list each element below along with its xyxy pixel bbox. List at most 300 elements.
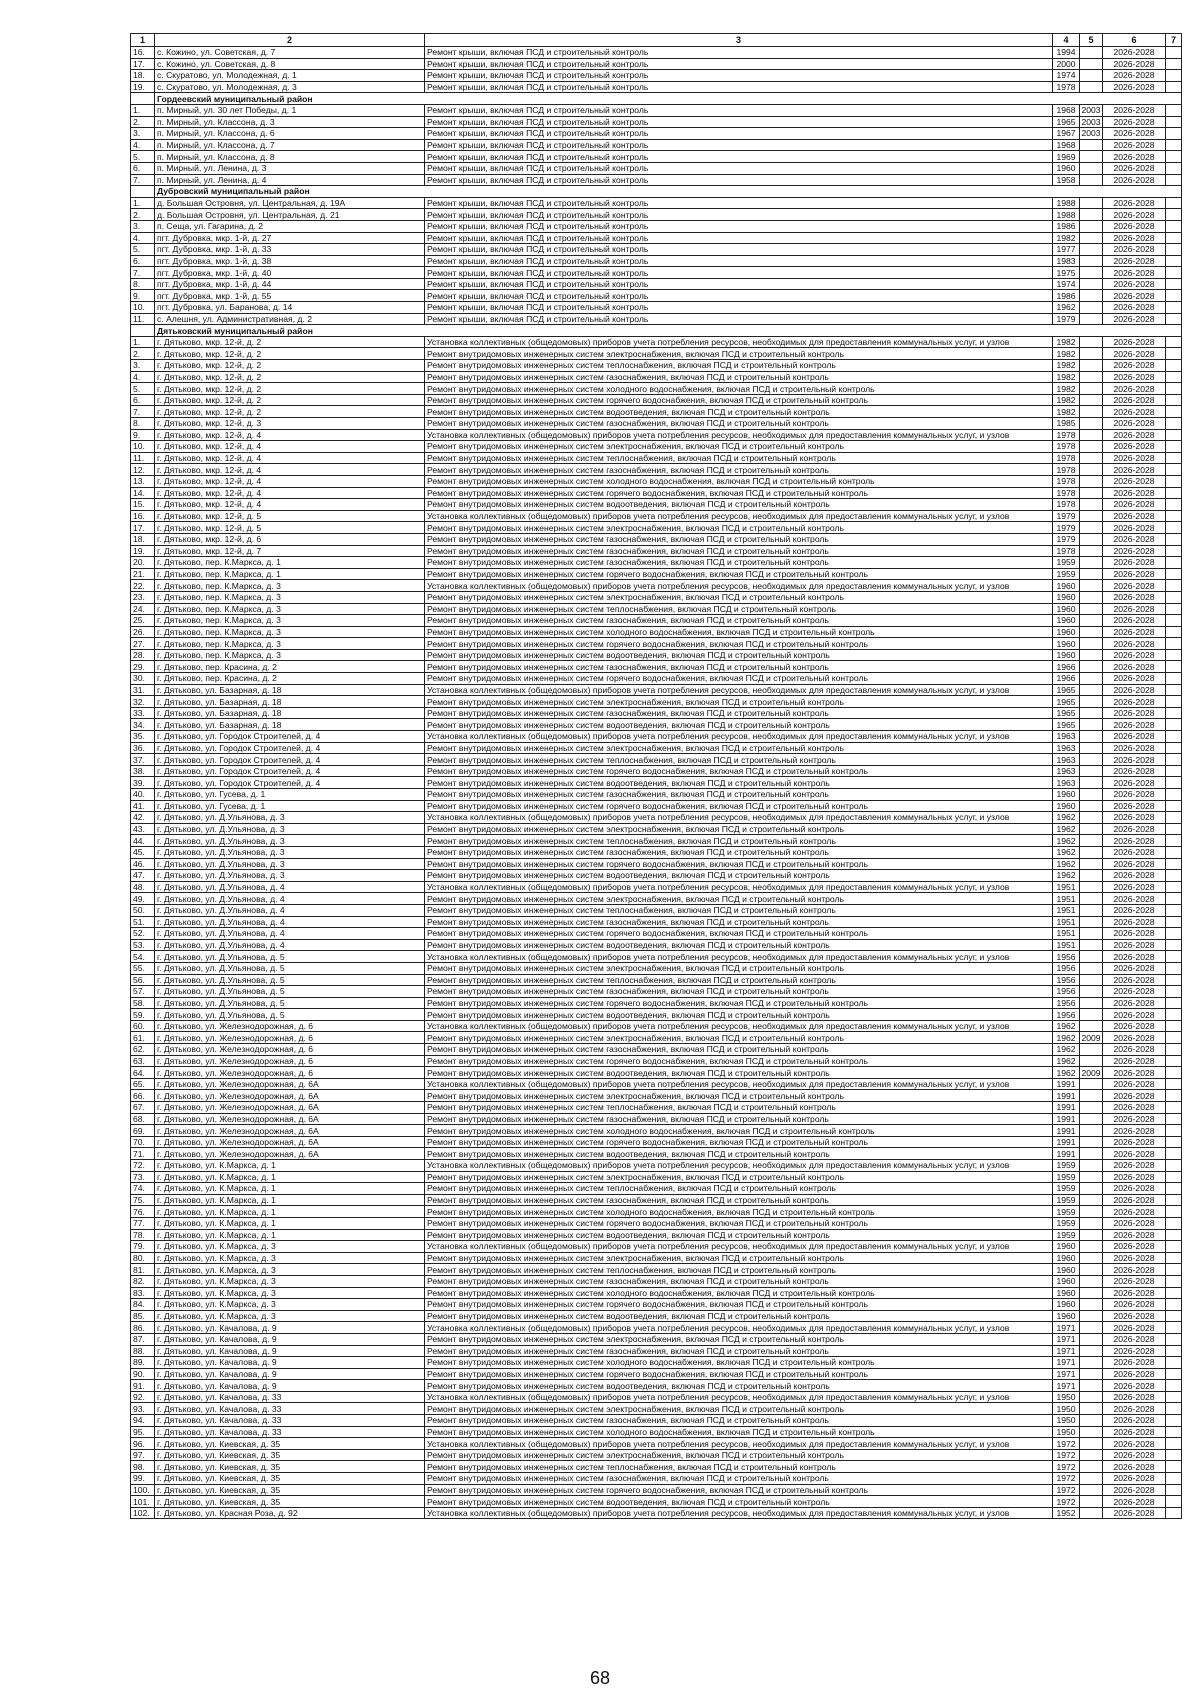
work-type-cell: Ремонт внутридомовых инженерных систем холодного водоснабжения, включая ПСД и строительный контроль <box>425 1287 1053 1299</box>
table-row <box>131 626 1182 638</box>
build-year-cell: 1991 <box>1053 1090 1080 1102</box>
work-type-cell: Ремонт внутридомовых инженерных систем газоснабжения, включая ПСД и строительный контроль <box>425 1044 1053 1056</box>
build-year-cell: 1951 <box>1053 916 1080 928</box>
extra-cell <box>1166 510 1182 522</box>
row-number-cell: 35. <box>131 731 155 743</box>
planned-period-cell: 2026-2028 <box>1103 1090 1166 1102</box>
planned-period-cell: 2026-2028 <box>1103 812 1166 824</box>
last-repair-year-cell <box>1080 1438 1103 1450</box>
build-year-cell: 1988 <box>1053 209 1080 221</box>
address-cell: г. Дятьково, ул. К.Маркса, д. 1 <box>155 1217 425 1229</box>
table-row <box>131 893 1182 905</box>
planned-period-cell: 2026-2028 <box>1103 290 1166 302</box>
planned-period-cell: 2026-2028 <box>1103 997 1166 1009</box>
build-year-cell: 1962 <box>1053 835 1080 847</box>
planned-period-cell: 2026-2028 <box>1103 220 1166 232</box>
table-row <box>131 1160 1182 1172</box>
address-cell: г. Дятьково, ул. К.Маркса, д. 3 <box>155 1241 425 1253</box>
last-repair-year-cell <box>1080 1345 1103 1357</box>
extra-cell <box>1166 835 1182 847</box>
row-number-cell: 79. <box>131 1241 155 1253</box>
work-type-cell: Ремонт внутридомовых инженерных систем газоснабжения, включая ПСД и строительный контроль <box>425 464 1053 476</box>
work-type-cell: Ремонт внутридомовых инженерных систем водоотведения, включая ПСД и строительный контроль <box>425 1009 1053 1021</box>
work-type-cell: Ремонт внутридомовых инженерных систем горячего водоснабжения, включая ПСД и строительный контроль <box>425 394 1053 406</box>
last-repair-year-cell <box>1080 962 1103 974</box>
row-number-cell: 84. <box>131 1299 155 1311</box>
last-repair-year-cell <box>1080 197 1103 209</box>
extra-cell <box>1166 336 1182 348</box>
address-cell: г. Дятьково, мкр. 12-й, д. 2 <box>155 371 425 383</box>
build-year-cell: 1986 <box>1053 290 1080 302</box>
planned-period-cell: 2026-2028 <box>1103 1438 1166 1450</box>
table-body <box>131 34 1182 1519</box>
row-number-cell: 5. <box>131 151 155 163</box>
work-type-cell: Ремонт крыши, включая ПСД и строительный контроль <box>425 313 1053 325</box>
build-year-cell: 1978 <box>1053 81 1080 93</box>
table-row <box>131 580 1182 592</box>
build-year-cell: 1962 <box>1053 1020 1080 1032</box>
work-type-cell: Ремонт внутридомовых инженерных систем водоотведения, включая ПСД и строительный контроль <box>425 1229 1053 1241</box>
build-year-cell: 1960 <box>1053 626 1080 638</box>
address-cell: г. Дятьково, ул. К.Маркса, д. 3 <box>155 1275 425 1287</box>
last-repair-year-cell <box>1080 162 1103 174</box>
build-year-cell: 1952 <box>1053 1507 1080 1519</box>
table-row <box>131 522 1182 534</box>
build-year-cell: 1972 <box>1053 1484 1080 1496</box>
extra-cell <box>1166 174 1182 186</box>
build-year-cell: 1977 <box>1053 244 1080 256</box>
last-repair-year-cell <box>1080 1009 1103 1021</box>
table-row <box>131 174 1182 186</box>
row-number-cell: 102. <box>131 1507 155 1519</box>
table-row <box>131 1333 1182 1345</box>
address-cell: г. Дятьково, пер. Красина, д. 2 <box>155 661 425 673</box>
table-row <box>131 1055 1182 1067</box>
row-number-cell: 3. <box>131 128 155 140</box>
last-repair-year-cell <box>1080 151 1103 163</box>
planned-period-cell: 2026-2028 <box>1103 1264 1166 1276</box>
work-type-cell: Ремонт крыши, включая ПСД и строительный контроль <box>425 267 1053 279</box>
row-number-cell: 32. <box>131 696 155 708</box>
extra-cell <box>1166 522 1182 534</box>
extra-cell <box>1166 1252 1182 1264</box>
table-row <box>131 673 1182 685</box>
address-cell: пгт. Дубровка, мкр. 1-й, д. 55 <box>155 290 425 302</box>
last-repair-year-cell <box>1080 557 1103 569</box>
last-repair-year-cell: 2003 <box>1081 105 1101 116</box>
table-row <box>131 1380 1182 1392</box>
row-number-cell: 73. <box>131 1171 155 1183</box>
address-cell: г. Дятьково, ул. Д.Ульянова, д. 4 <box>155 904 425 916</box>
extra-cell <box>1166 1194 1182 1206</box>
row-number-cell: 96. <box>131 1438 155 1450</box>
table-row <box>131 649 1182 661</box>
build-year-cell: 1983 <box>1053 255 1080 267</box>
build-year-cell: 1971 <box>1053 1380 1080 1392</box>
work-type-cell: Установка коллективных (общедомовых) приборов учета потребления ресурсов, необходимых для предоставления коммунальных услуг, и узлов <box>425 1020 1053 1032</box>
work-type-cell: Ремонт внутридомовых инженерных систем электроснабжения, включая ПСД и строительный контроль <box>425 1090 1053 1102</box>
extra-cell <box>1166 487 1182 499</box>
last-repair-year-cell <box>1080 731 1103 743</box>
build-year-cell: 1972 <box>1053 1449 1080 1461</box>
row-number-cell: 26. <box>131 626 155 638</box>
planned-period-cell: 2026-2028 <box>1103 1206 1166 1218</box>
section-number-cell <box>131 93 155 105</box>
work-type-cell: Ремонт внутридомовых инженерных систем газоснабжения, включая ПСД и строительный контроль <box>425 661 1053 673</box>
work-type-cell: Ремонт внутридомовых инженерных систем водоотведения, включая ПСД и строительный контроль <box>425 1496 1053 1508</box>
planned-period-cell: 2026-2028 <box>1103 1229 1166 1241</box>
build-year-cell: 1982 <box>1053 336 1080 348</box>
extra-cell <box>1166 1055 1182 1067</box>
planned-period-cell: 2026-2028 <box>1103 800 1166 812</box>
extra-cell <box>1166 1090 1182 1102</box>
table-row <box>131 545 1182 557</box>
table-row <box>131 1044 1182 1056</box>
planned-period-cell: 2026-2028 <box>1103 835 1166 847</box>
row-number-cell: 97. <box>131 1449 155 1461</box>
planned-period-cell: 2026-2028 <box>1103 1473 1166 1485</box>
address-cell: г. Дятьково, ул. Д.Ульянова, д. 5 <box>155 997 425 1009</box>
planned-period-cell: 2026-2028 <box>1103 580 1166 592</box>
build-year-cell: 1960 <box>1053 1241 1080 1253</box>
row-number-cell: 78. <box>131 1229 155 1241</box>
build-year-cell: 1971 <box>1053 1368 1080 1380</box>
work-type-cell: Ремонт внутридомовых инженерных систем водоотведения, включая ПСД и строительный контроль <box>425 406 1053 418</box>
extra-cell <box>1166 1415 1182 1427</box>
last-repair-year-cell <box>1080 1391 1103 1403</box>
address-cell: г. Дятьково, ул. Д.Ульянова, д. 4 <box>155 928 425 940</box>
extra-cell <box>1166 360 1182 372</box>
build-year-cell: 1956 <box>1053 974 1080 986</box>
build-year-cell: 1968 <box>1053 139 1080 151</box>
work-type-cell: Ремонт крыши, включая ПСД и строительный контроль <box>425 151 1053 163</box>
row-number-cell: 12. <box>131 464 155 476</box>
row-number-cell: 92. <box>131 1391 155 1403</box>
address-cell: г. Дятьково, ул. Д.Ульянова, д. 5 <box>155 1009 425 1021</box>
build-year-cell: 1950 <box>1053 1391 1080 1403</box>
extra-cell <box>1166 1449 1182 1461</box>
last-repair-year-cell <box>1080 1206 1103 1218</box>
extra-cell <box>1166 1113 1182 1125</box>
extra-cell <box>1166 47 1182 59</box>
work-type-cell: Ремонт внутридомовых инженерных систем водоотведения, включая ПСД и строительный контроль <box>425 649 1053 661</box>
build-year-cell: 1951 <box>1053 904 1080 916</box>
row-number-cell: 25. <box>131 615 155 627</box>
table-row <box>131 1264 1182 1276</box>
row-number-cell: 3. <box>131 220 155 232</box>
address-cell: г. Дятьково, мкр. 12-й, д. 4 <box>155 464 425 476</box>
planned-period-cell: 2026-2028 <box>1103 673 1166 685</box>
row-number-cell: 1. <box>131 197 155 209</box>
last-repair-year-cell <box>1080 290 1103 302</box>
district-name: Дятьковский муниципальный район <box>155 325 1182 337</box>
row-number-cell: 39. <box>131 777 155 789</box>
work-type-cell: Ремонт внутридомовых инженерных систем теплоснабжения, включая ПСД и строительный контроль <box>425 360 1053 372</box>
row-number-cell: 21. <box>131 568 155 580</box>
address-cell: г. Дятьково, ул. Базарная, д. 18 <box>155 696 425 708</box>
column-header: 7 <box>1166 34 1182 47</box>
column-header: 3 <box>425 34 1053 47</box>
build-year-cell: 1962 <box>1053 823 1080 835</box>
extra-cell <box>1166 1484 1182 1496</box>
planned-period-cell: 2026-2028 <box>1103 1403 1166 1415</box>
table-row <box>131 116 1182 128</box>
work-type-cell: Ремонт внутридомовых инженерных систем газоснабжения, включая ПСД и строительный контроль <box>425 418 1053 430</box>
address-cell: г. Дятьково, пер. К.Маркса, д. 3 <box>155 615 425 627</box>
row-number-cell: 4. <box>131 371 155 383</box>
extra-cell <box>1166 220 1182 232</box>
extra-cell <box>1166 812 1182 824</box>
build-year-cell: 1972 <box>1053 1473 1080 1485</box>
build-year-cell: 1951 <box>1053 939 1080 951</box>
extra-cell <box>1166 1299 1182 1311</box>
planned-period-cell: 2026-2028 <box>1103 1496 1166 1508</box>
last-repair-year-cell <box>1080 81 1103 93</box>
work-type-cell: Ремонт внутридомовых инженерных систем электроснабжения, включая ПСД и строительный контроль <box>425 823 1053 835</box>
row-number-cell: 37. <box>131 754 155 766</box>
extra-cell <box>1166 696 1182 708</box>
planned-period-cell: 2026-2028 <box>1103 603 1166 615</box>
extra-cell <box>1166 452 1182 464</box>
planned-period-cell: 2026-2028 <box>1103 1171 1166 1183</box>
work-type-cell: Установка коллективных (общедомовых) приборов учета потребления ресурсов, необходимых для предоставления коммунальных услуг, и узлов <box>425 881 1053 893</box>
extra-cell <box>1166 116 1182 128</box>
row-number-cell: 71. <box>131 1148 155 1160</box>
work-type-cell: Ремонт внутридомовых инженерных систем теплоснабжения, включая ПСД и строительный контроль <box>425 1102 1053 1114</box>
planned-period-cell: 2026-2028 <box>1103 951 1166 963</box>
table-row <box>131 128 1182 140</box>
work-type-cell: Ремонт внутридомовых инженерных систем электроснабжения, включая ПСД и строительный контроль <box>425 1032 1053 1044</box>
row-number-cell: 51. <box>131 916 155 928</box>
last-repair-year-cell <box>1080 383 1103 395</box>
row-number-cell: 49. <box>131 893 155 905</box>
table-row <box>131 58 1182 70</box>
work-type-cell: Ремонт крыши, включая ПСД и строительный контроль <box>425 255 1053 267</box>
row-number-cell: 74. <box>131 1183 155 1195</box>
row-number-cell: 87. <box>131 1333 155 1345</box>
address-cell: г. Дятьково, мкр. 12-й, д. 4 <box>155 441 425 453</box>
address-cell: г. Дятьково, ул. Д.Ульянова, д. 4 <box>155 893 425 905</box>
planned-period-cell: 2026-2028 <box>1103 893 1166 905</box>
district-section-row <box>131 325 1182 337</box>
planned-period-cell: 2026-2028 <box>1103 568 1166 580</box>
extra-cell <box>1166 464 1182 476</box>
address-cell: п. Мирный, ул. 30 лет Победы, д. 1 <box>155 104 425 116</box>
address-cell: п. Мирный, ул. Классона, д. 7 <box>155 139 425 151</box>
address-cell: г. Дятьково, пер. К.Маркса, д. 1 <box>155 568 425 580</box>
row-number-cell: 19. <box>131 81 155 93</box>
build-year-cell: 1959 <box>1053 1229 1080 1241</box>
work-type-cell: Ремонт внутридомовых инженерных систем горячего водоснабжения, включая ПСД и строительный контроль <box>425 997 1053 1009</box>
table-row <box>131 696 1182 708</box>
row-number-cell: 82. <box>131 1275 155 1287</box>
build-year-cell: 1962 <box>1053 858 1080 870</box>
address-cell: г. Дятьково, ул. Киевская, д. 35 <box>155 1473 425 1485</box>
last-repair-year-cell <box>1080 406 1103 418</box>
last-repair-year-cell <box>1080 499 1103 511</box>
row-number-cell: 20. <box>131 557 155 569</box>
table-row <box>131 452 1182 464</box>
extra-cell <box>1166 1229 1182 1241</box>
work-type-cell: Ремонт внутридомовых инженерных систем газоснабжения, включая ПСД и строительный контроль <box>425 789 1053 801</box>
last-repair-year-cell <box>1080 719 1103 731</box>
extra-cell <box>1166 1322 1182 1334</box>
table-row <box>131 1449 1182 1461</box>
address-cell: г. Дятьково, мкр. 12-й, д. 5 <box>155 522 425 534</box>
address-cell: г. Дятьково, мкр. 12-й, д. 6 <box>155 533 425 545</box>
table-row <box>131 603 1182 615</box>
extra-cell <box>1166 302 1182 314</box>
build-year-cell: 2000 <box>1053 58 1080 70</box>
row-number-cell: 88. <box>131 1345 155 1357</box>
extra-cell <box>1166 1275 1182 1287</box>
work-type-cell: Ремонт крыши, включая ПСД и строительный контроль <box>425 162 1053 174</box>
planned-period-cell: 2026-2028 <box>1103 707 1166 719</box>
row-number-cell: 90. <box>131 1368 155 1380</box>
planned-period-cell: 2026-2028 <box>1103 394 1166 406</box>
extra-cell <box>1166 139 1182 151</box>
work-type-cell: Ремонт внутридомовых инженерных систем газоснабжения, включая ПСД и строительный контроль <box>425 1415 1053 1427</box>
row-number-cell: 11. <box>131 452 155 464</box>
address-cell: г. Дятьково, ул. Городок Строителей, д. 4 <box>155 742 425 754</box>
work-type-cell: Ремонт внутридомовых инженерных систем электроснабжения, включая ПСД и строительный контроль <box>425 962 1053 974</box>
last-repair-year-cell <box>1080 1403 1103 1415</box>
planned-period-cell: 2026-2028 <box>1103 870 1166 882</box>
work-type-cell: Ремонт внутридомовых инженерных систем водоотведения, включая ПСД и строительный контроль <box>425 1310 1053 1322</box>
row-number-cell: 34. <box>131 719 155 731</box>
build-year-cell: 1959 <box>1053 568 1080 580</box>
address-cell: г. Дятьково, ул. Д.Ульянова, д. 4 <box>155 881 425 893</box>
build-year-cell: 1960 <box>1053 162 1080 174</box>
table-row <box>131 139 1182 151</box>
row-number-cell: 47. <box>131 870 155 882</box>
address-cell: г. Дятьково, ул. К.Маркса, д. 3 <box>155 1310 425 1322</box>
last-repair-year-cell <box>1080 1368 1103 1380</box>
table-row <box>131 81 1182 93</box>
extra-cell <box>1166 1125 1182 1137</box>
build-year-cell: 1971 <box>1053 1345 1080 1357</box>
work-type-cell: Ремонт крыши, включая ПСД и строительный контроль <box>425 47 1053 59</box>
last-repair-year-cell <box>1080 1426 1103 1438</box>
row-number-cell: 69. <box>131 1125 155 1137</box>
row-number-cell: 50. <box>131 904 155 916</box>
build-year-cell: 1956 <box>1053 951 1080 963</box>
work-type-cell: Ремонт внутридомовых инженерных систем горячего водоснабжения, включая ПСД и строительный контроль <box>425 487 1053 499</box>
table-row <box>131 510 1182 522</box>
table-row <box>131 812 1182 824</box>
planned-period-cell: 2026-2028 <box>1103 429 1166 441</box>
build-year-cell: 1982 <box>1053 406 1080 418</box>
last-repair-year-cell <box>1080 533 1103 545</box>
planned-period-cell: 2026-2028 <box>1103 151 1166 163</box>
address-cell: г. Дятьково, ул. Железнодорожная, д. 6А <box>155 1136 425 1148</box>
row-number-cell: 53. <box>131 939 155 951</box>
row-number-cell: 44. <box>131 835 155 847</box>
row-number-cell: 68. <box>131 1113 155 1125</box>
address-cell: г. Дятьково, пер. К.Маркса, д. 3 <box>155 580 425 592</box>
row-number-cell: 65. <box>131 1078 155 1090</box>
last-repair-year-cell <box>1080 267 1103 279</box>
build-year-cell: 1962 <box>1053 1032 1080 1044</box>
extra-cell <box>1166 580 1182 592</box>
extra-cell <box>1166 162 1182 174</box>
extra-cell <box>1166 267 1182 279</box>
row-number-cell: 67. <box>131 1102 155 1114</box>
extra-cell <box>1166 255 1182 267</box>
row-number-cell: 98. <box>131 1461 155 1473</box>
planned-period-cell: 2026-2028 <box>1103 765 1166 777</box>
row-number-cell: 45. <box>131 846 155 858</box>
planned-period-cell: 2026-2028 <box>1103 81 1166 93</box>
work-type-cell: Ремонт внутридомовых инженерных систем газоснабжения, включая ПСД и строительный контроль <box>425 707 1053 719</box>
row-number-cell: 81. <box>131 1264 155 1276</box>
build-year-cell: 1965 <box>1053 116 1080 128</box>
planned-period-cell: 2026-2028 <box>1103 1461 1166 1473</box>
planned-period-cell: 2026-2028 <box>1103 916 1166 928</box>
last-repair-year-cell <box>1080 1252 1103 1264</box>
work-type-cell: Ремонт внутридомовых инженерных систем газоснабжения, включая ПСД и строительный контроль <box>425 371 1053 383</box>
work-type-cell: Ремонт внутридомовых инженерных систем электроснабжения, включая ПСД и строительный контроль <box>425 1171 1053 1183</box>
build-year-cell: 1971 <box>1053 1357 1080 1369</box>
column-header: 4 <box>1053 34 1080 47</box>
work-type-cell: Ремонт внутридомовых инженерных систем холодного водоснабжения, включая ПСД и строительный контроль <box>425 1426 1053 1438</box>
work-type-cell: Ремонт крыши, включая ПСД и строительный контроль <box>425 278 1053 290</box>
extra-cell <box>1166 939 1182 951</box>
row-number-cell: 1. <box>131 336 155 348</box>
work-type-cell: Ремонт внутридомовых инженерных систем электроснабжения, включая ПСД и строительный контроль <box>425 742 1053 754</box>
address-cell: д. Большая Островня, ул. Центральная, д. 19А <box>155 197 425 209</box>
build-year-cell: 1959 <box>1053 1183 1080 1195</box>
work-type-cell: Ремонт внутридомовых инженерных систем газоснабжения, включая ПСД и строительный контроль <box>425 1194 1053 1206</box>
address-cell: г. Дятьково, ул. Железнодорожная, д. 6А <box>155 1125 425 1137</box>
extra-cell <box>1166 533 1182 545</box>
build-year-cell: 1959 <box>1053 557 1080 569</box>
extra-cell <box>1166 1183 1182 1195</box>
table-row <box>131 313 1182 325</box>
extra-cell <box>1166 1160 1182 1172</box>
address-cell: г. Дятьково, ул. Городок Строителей, д. 4 <box>155 777 425 789</box>
last-repair-year-cell <box>1080 1473 1103 1485</box>
address-cell: пгт. Дубровка, мкр. 1-й, д. 40 <box>155 267 425 279</box>
last-repair-year-cell <box>1080 1113 1103 1125</box>
address-cell: г. Дятьково, ул. Д.Ульянова, д. 5 <box>155 974 425 986</box>
table-row <box>131 499 1182 511</box>
planned-period-cell: 2026-2028 <box>1103 1507 1166 1519</box>
extra-cell <box>1166 371 1182 383</box>
district-name: Гордеевский муниципальный район <box>155 93 1182 105</box>
extra-cell <box>1166 893 1182 905</box>
last-repair-year-cell <box>1080 1044 1103 1056</box>
extra-cell <box>1166 603 1182 615</box>
table-row <box>131 1032 1182 1044</box>
address-cell: с. Алешня, ул. Административная, д. 2 <box>155 313 425 325</box>
table-row <box>131 731 1182 743</box>
work-type-cell: Ремонт внутридомовых инженерных систем газоснабжения, включая ПСД и строительный контроль <box>425 1345 1053 1357</box>
build-year-cell: 1991 <box>1053 1113 1080 1125</box>
planned-period-cell: 2026-2028 <box>1103 719 1166 731</box>
build-year-cell: 1966 <box>1053 673 1080 685</box>
last-repair-year-cell <box>1080 673 1103 685</box>
last-repair-year-cell: 2009 <box>1081 1032 1101 1043</box>
extra-cell <box>1166 1357 1182 1369</box>
extra-cell <box>1166 789 1182 801</box>
address-cell: с. Кожино, ул. Советская, д. 7 <box>155 47 425 59</box>
table-row <box>131 104 1182 116</box>
work-type-cell: Ремонт внутридомовых инженерных систем горячего водоснабжения, включая ПСД и строительный контроль <box>425 638 1053 650</box>
work-type-cell: Ремонт внутридомовых инженерных систем горячего водоснабжения, включая ПСД и строительный контроль <box>425 858 1053 870</box>
last-repair-year-cell <box>1080 139 1103 151</box>
last-repair-year-cell <box>1080 800 1103 812</box>
